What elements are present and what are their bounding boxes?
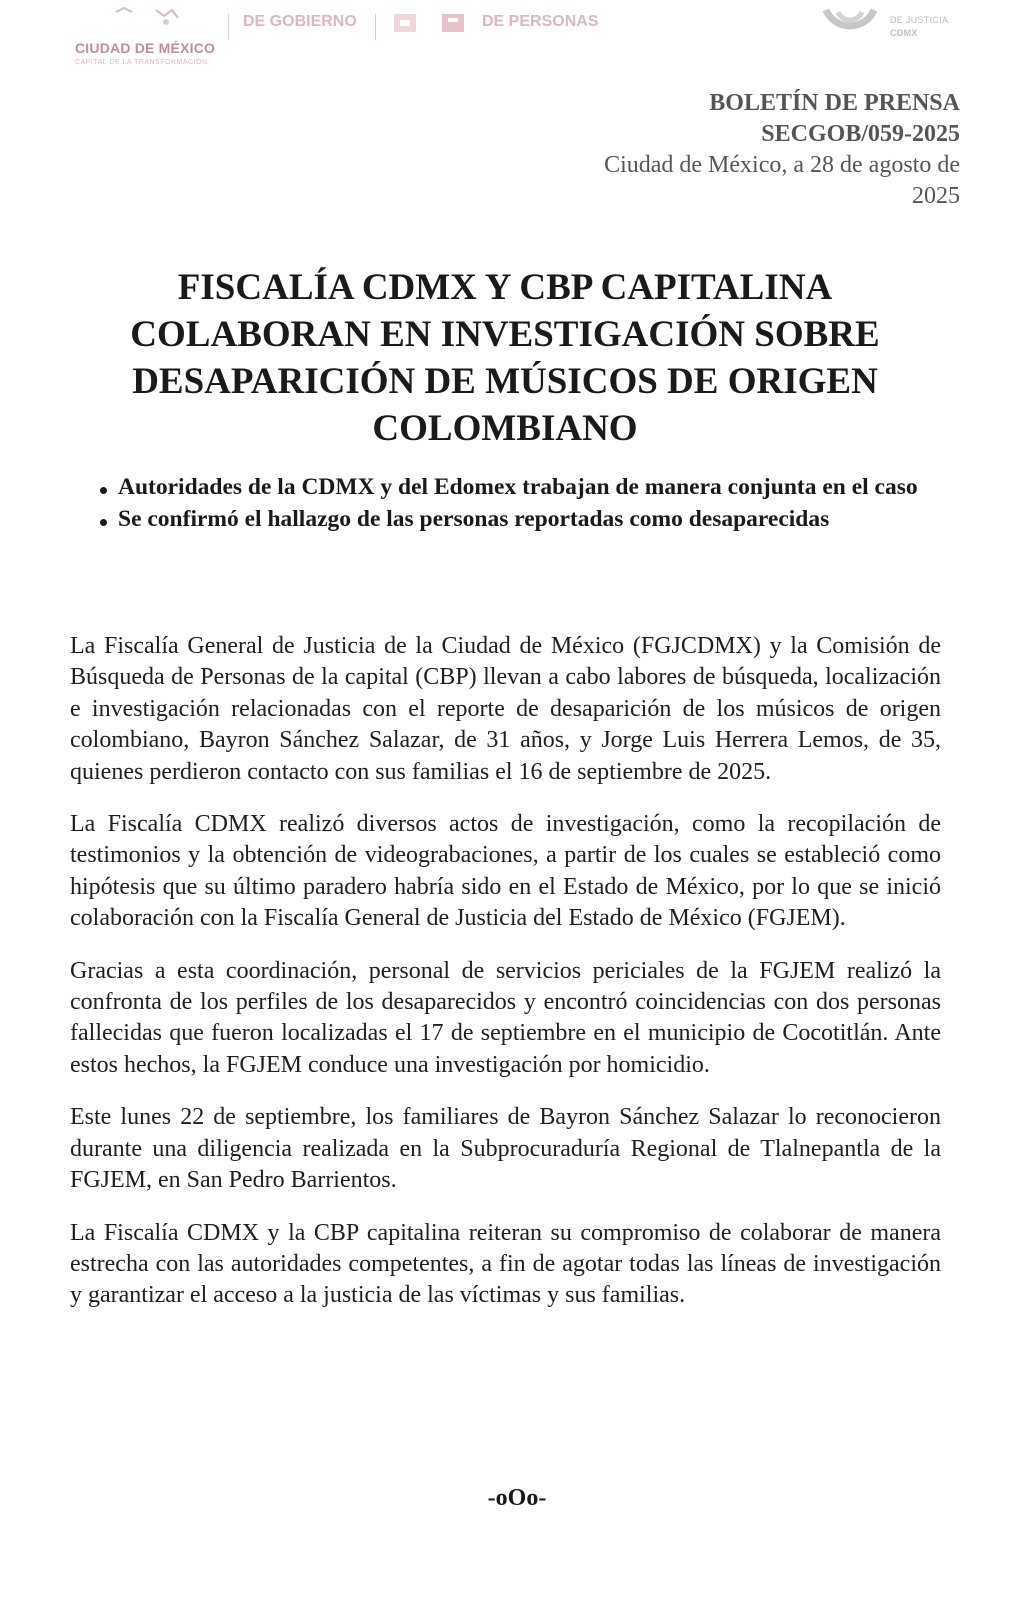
city-name: CIUDAD DE MÉXICO [75,40,216,56]
justice-logo [820,0,970,50]
header-divider [375,14,376,40]
highlight-text: Autoridades de la CDMX y del Edomex trabajan de manera conjunta en el caso [118,474,918,500]
headline: FISCALÍA CDMX Y CBP CAPITALINA COLABORAN EN INVESTIGACIÓN SOBRE DESAPARICIÓN DE MÚSICOS DE ORIGEN COLOMBIANO [130,267,880,449]
office-label-government: DE GOBIERNO [243,13,357,30]
paragraph: La Fiscalía General de Justicia de la Ciudad de México (FGJCDMX) y la Comisión de Búsqueda de Personas de la capital (CBP) llevan a cabo labores de búsqueda, localización e investigación relacionadas con el reporte de desaparición de los músicos de origen colombiano, Bayron Sánchez Salazar, de 31 años, y Jorge Luis Herrera Lemos, de 35, quienes perdieron contacto con sus familias el 16 de septiembre de 2025. [70,633,941,785]
highlight-item [90,504,940,536]
justice-ring-icon [820,0,880,50]
justice-label-1: DE JUSTICIA [890,15,949,25]
highlight-item [90,472,940,504]
paragraph: La Fiscalía CDMX realizó diversos actos de investigación, como la recopilación de testimonios y la obtención de videograbaciones, a partir de los cuales se estableció como hipótesis que su último paradero habría sido en el Estado de México, por lo que se inició colaboración con la Fiscalía General de Justicia del Estado de México (FGJEM). [70,811,941,932]
office-logo-icon [392,12,472,36]
cdmx-emblem-icon [112,6,182,32]
article-body [70,631,941,1333]
letterhead [0,0,1034,70]
paragraph: Gracias a esta coordinación, personal de servicios periciales de la FGJEM realizó la confronta de los perfiles de los desaparecidos y encontró coincidencias con dos personas fallecidas que fueron localizadas el 17 de septiembre en el municipio de Cocotitlán. Ante estos hechos, la FGJEM conduce una investigación por homicidio. [70,957,941,1078]
place-date: Ciudad de México, a 28 de agosto de [604,152,960,178]
highlight-text: Se confirmó el hallazgo de las personas reportadas como desaparecidas [118,505,830,532]
bulletin-code: SECGOB/059-2025 [761,121,960,147]
bulletin-meta [520,88,960,212]
justice-label-2: CDMX [890,28,918,38]
city-slogan: CAPITAL DE LA TRANSFORMACIÓN [75,59,208,66]
closing-mark: -oOo- [487,1485,547,1511]
bullet-icon [100,519,107,526]
bullet-icon [100,487,107,494]
paragraph: Este lunes 22 de septiembre, los familiares de Bayron Sánchez Salazar lo reconocieron durante una diligencia realizada en la Subprocuraduría Regional de Tlalnepantla de la FGJEM, en San Pedro Barrientos. [70,1104,941,1194]
highlights-list [90,472,940,535]
header-divider [228,14,229,40]
paragraph: La Fiscalía CDMX y la CBP capitalina reiteran su compromiso de colaborar de manera estrecha con las autoridades competentes, a fin de agotar todas las líneas de investigación y garantizar el acceso a la justicia de las víctimas y sus familias. [70,1219,941,1309]
office-label-people: DE PERSONAS [482,13,599,30]
place-date-year: 2025 [912,183,960,209]
bulletin-label: BOLETÍN DE PRENSA [709,90,960,116]
